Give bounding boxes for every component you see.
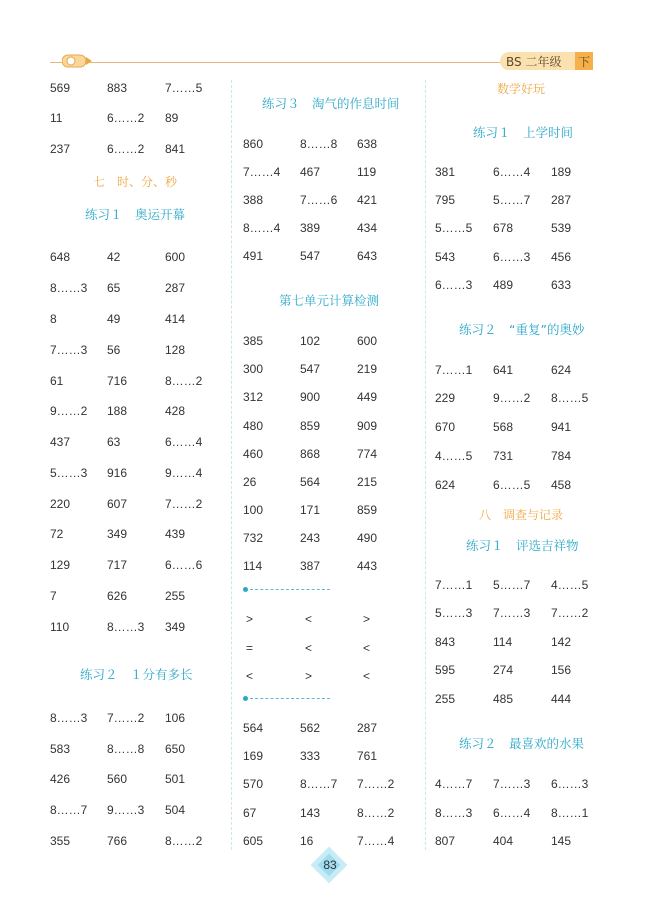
cell: 119 bbox=[357, 165, 377, 179]
cell: 426 bbox=[50, 772, 71, 786]
cell: < bbox=[305, 612, 313, 626]
cell: 7……1 bbox=[435, 363, 473, 377]
cell: 9……4 bbox=[165, 466, 203, 480]
cell: 562 bbox=[300, 721, 321, 735]
separator-line bbox=[250, 698, 330, 699]
cell: 8……7 bbox=[300, 777, 338, 791]
cell: > bbox=[305, 669, 313, 683]
cell: 9……2 bbox=[50, 404, 88, 418]
cell: 145 bbox=[551, 834, 572, 848]
cell: 643 bbox=[357, 249, 378, 263]
cell: 607 bbox=[107, 497, 128, 511]
cell: 156 bbox=[551, 663, 572, 677]
cell: 274 bbox=[493, 663, 514, 677]
cell: 404 bbox=[493, 834, 514, 848]
cell: 8……4 bbox=[243, 221, 281, 235]
cell: 7……1 bbox=[435, 578, 473, 592]
cell: 8 bbox=[50, 312, 57, 326]
cell: 460 bbox=[243, 447, 264, 461]
cell: 114 bbox=[243, 559, 263, 573]
cell: 287 bbox=[357, 721, 378, 735]
cell: 255 bbox=[165, 589, 186, 603]
cell: 114 bbox=[493, 635, 513, 649]
unit-seven-title: 七 时、分、秒 bbox=[93, 175, 178, 189]
col3-ex1-title: 练习１ 上学时间 bbox=[473, 125, 574, 140]
cell: 8……7 bbox=[50, 803, 88, 817]
separator-dot bbox=[243, 587, 248, 592]
cell: 8……2 bbox=[357, 806, 395, 820]
cell: 717 bbox=[107, 558, 128, 572]
grade-suffix: 下 bbox=[578, 55, 591, 69]
cell: 8……2 bbox=[165, 374, 203, 388]
cell: 501 bbox=[165, 772, 186, 786]
cell: 65 bbox=[107, 281, 121, 295]
cell: 916 bbox=[107, 466, 128, 480]
cell: 624 bbox=[435, 478, 456, 492]
cell: 5……3 bbox=[50, 466, 88, 480]
cell: 491 bbox=[243, 249, 264, 263]
cell: 381 bbox=[435, 165, 456, 179]
cell: 437 bbox=[50, 435, 71, 449]
cell: = bbox=[246, 641, 254, 655]
cell: 7……3 bbox=[50, 343, 88, 357]
cell: 8……8 bbox=[300, 137, 338, 151]
cell: 300 bbox=[243, 362, 264, 376]
cell: 4……5 bbox=[551, 578, 589, 592]
cell: 389 bbox=[300, 221, 321, 235]
cell: 7……6 bbox=[300, 193, 338, 207]
cell: 355 bbox=[50, 834, 71, 848]
cell: 8……1 bbox=[551, 806, 589, 820]
cell: 4……7 bbox=[435, 777, 473, 791]
cell: 220 bbox=[50, 497, 71, 511]
col2-ex3-title: 练习３ 淘气的作息时间 bbox=[262, 96, 400, 111]
cell: 6……3 bbox=[435, 278, 473, 292]
cell: 626 bbox=[107, 589, 128, 603]
cell: 434 bbox=[357, 221, 378, 235]
cell: 63 bbox=[107, 435, 121, 449]
cell: 243 bbox=[300, 531, 321, 545]
cell: 171 bbox=[300, 503, 321, 517]
cell: 564 bbox=[300, 475, 321, 489]
cell: 841 bbox=[165, 142, 186, 156]
cell: 784 bbox=[551, 449, 572, 463]
cell: 638 bbox=[357, 137, 378, 151]
cell: 6……4 bbox=[165, 435, 203, 449]
cell: 312 bbox=[243, 390, 264, 404]
cell: 421 bbox=[357, 193, 378, 207]
cell: 909 bbox=[357, 419, 378, 433]
cell: 443 bbox=[357, 559, 378, 573]
cell: 42 bbox=[107, 250, 121, 264]
cell: 883 bbox=[107, 81, 128, 95]
cell: 215 bbox=[357, 475, 378, 489]
cell: 388 bbox=[243, 193, 264, 207]
cell: 255 bbox=[435, 692, 456, 706]
cell: 7……2 bbox=[107, 711, 145, 725]
cell: 859 bbox=[357, 503, 378, 517]
cell: 624 bbox=[551, 363, 572, 377]
cell: 941 bbox=[551, 420, 572, 434]
cell: 467 bbox=[300, 165, 321, 179]
cell: 428 bbox=[165, 404, 186, 418]
cell: 414 bbox=[165, 312, 186, 326]
cell: 9……2 bbox=[493, 391, 531, 405]
cell: 6……4 bbox=[493, 806, 531, 820]
cell: > bbox=[363, 612, 371, 626]
cell: 595 bbox=[435, 663, 456, 677]
cell: 489 bbox=[493, 278, 514, 292]
cell: 11 bbox=[50, 111, 63, 125]
cell: 650 bbox=[165, 742, 186, 756]
cell: 543 bbox=[435, 250, 456, 264]
cell: 583 bbox=[50, 742, 71, 756]
cell: 287 bbox=[551, 193, 572, 207]
cell: 188 bbox=[107, 404, 128, 418]
cell: 16 bbox=[300, 834, 314, 848]
cell: 8……3 bbox=[50, 711, 88, 725]
grade-badge-text: BS 二年级 bbox=[506, 55, 562, 69]
column-divider-2 bbox=[425, 80, 426, 850]
cell: 716 bbox=[107, 374, 128, 388]
cell: 6……2 bbox=[107, 142, 145, 156]
cell: 490 bbox=[357, 531, 378, 545]
cell: 7……2 bbox=[357, 777, 395, 791]
cell: 6……4 bbox=[493, 165, 531, 179]
cell: 600 bbox=[165, 250, 186, 264]
cell: 761 bbox=[357, 749, 378, 763]
cell: 5……7 bbox=[493, 193, 531, 207]
cell: 774 bbox=[357, 447, 378, 461]
cell: 7……3 bbox=[493, 777, 531, 791]
cell: 106 bbox=[165, 711, 186, 725]
cell: 67 bbox=[243, 806, 257, 820]
cell: 900 bbox=[300, 390, 321, 404]
cell: 5……7 bbox=[493, 578, 531, 592]
col3-ex4-title: 练习２ 最喜欢的水果 bbox=[459, 736, 585, 751]
cell: < bbox=[305, 641, 313, 655]
cell: 7……4 bbox=[357, 834, 395, 848]
cell: 89 bbox=[165, 111, 179, 125]
cell: 6……2 bbox=[107, 111, 145, 125]
cell: 26 bbox=[243, 475, 257, 489]
cell: 287 bbox=[165, 281, 186, 295]
cell: 648 bbox=[50, 250, 71, 264]
cell: 7……3 bbox=[493, 606, 531, 620]
cell: 169 bbox=[243, 749, 264, 763]
cell: 8……3 bbox=[435, 806, 473, 820]
cell: 860 bbox=[243, 137, 264, 151]
cell: 128 bbox=[165, 343, 186, 357]
cell: 444 bbox=[551, 692, 572, 706]
cell: 641 bbox=[493, 363, 514, 377]
cell: 504 bbox=[165, 803, 186, 817]
cell: 143 bbox=[300, 806, 321, 820]
cell: 385 bbox=[243, 334, 264, 348]
cell: 333 bbox=[300, 749, 321, 763]
col1-ex2-title: 练习２ １分有多长 bbox=[80, 667, 193, 682]
cell: 633 bbox=[551, 278, 572, 292]
cell: > bbox=[246, 612, 254, 626]
cell: 6……3 bbox=[551, 777, 589, 791]
cell: 100 bbox=[243, 503, 264, 517]
cell: 7……5 bbox=[165, 81, 203, 95]
cell: 868 bbox=[300, 447, 321, 461]
cell: 458 bbox=[551, 478, 572, 492]
cell: 229 bbox=[435, 391, 456, 405]
cell: 189 bbox=[551, 165, 572, 179]
cell: 605 bbox=[243, 834, 264, 848]
cell: 49 bbox=[107, 312, 121, 326]
cell: < bbox=[363, 641, 371, 655]
cell: 570 bbox=[243, 777, 264, 791]
cell: 7……4 bbox=[243, 165, 281, 179]
cell: 456 bbox=[551, 250, 572, 264]
cell: 731 bbox=[493, 449, 514, 463]
cell: 8……3 bbox=[107, 620, 145, 634]
math-fun-title: 数学好玩 bbox=[497, 82, 546, 96]
cell: 600 bbox=[357, 334, 378, 348]
cell: 6……5 bbox=[493, 478, 531, 492]
cell: 7……2 bbox=[551, 606, 589, 620]
column-divider-1 bbox=[231, 80, 232, 850]
cell: 859 bbox=[300, 419, 321, 433]
cell: < bbox=[363, 669, 371, 683]
cell: 219 bbox=[357, 362, 378, 376]
col3-ex2-title: 练习２ “重复”的奥妙 bbox=[459, 322, 585, 337]
col1-ex1-title: 练习１ 奥运开幕 bbox=[85, 207, 186, 222]
cell: 439 bbox=[165, 527, 186, 541]
unit-eight-title: 八 调查与记录 bbox=[479, 508, 564, 522]
cell: 110 bbox=[50, 620, 70, 634]
cell: 547 bbox=[300, 362, 321, 376]
cell: 6……6 bbox=[165, 558, 203, 572]
col3-ex3-title: 练习１ 评选吉祥物 bbox=[466, 538, 579, 553]
cell: 449 bbox=[357, 390, 378, 404]
cell: 8……5 bbox=[551, 391, 589, 405]
cell: 349 bbox=[165, 620, 186, 634]
cell: 795 bbox=[435, 193, 456, 207]
pencil-icon bbox=[62, 52, 92, 75]
cell: 6……3 bbox=[493, 250, 531, 264]
cell: 485 bbox=[493, 692, 514, 706]
cell: 8……2 bbox=[165, 834, 203, 848]
cell: 142 bbox=[551, 635, 572, 649]
cell: 7……2 bbox=[165, 497, 203, 511]
cell: 349 bbox=[107, 527, 128, 541]
cell: 670 bbox=[435, 420, 456, 434]
cell: 9……3 bbox=[107, 803, 145, 817]
cell: 237 bbox=[50, 142, 71, 156]
cell: 4……5 bbox=[435, 449, 473, 463]
cell: 61 bbox=[50, 374, 64, 388]
cell: 569 bbox=[50, 81, 71, 95]
cell: 539 bbox=[551, 221, 572, 235]
cell: 8……8 bbox=[107, 742, 145, 756]
cell: 129 bbox=[50, 558, 71, 572]
cell: 5……5 bbox=[435, 221, 473, 235]
separator-dot bbox=[243, 696, 248, 701]
cell: 766 bbox=[107, 834, 128, 848]
cell: 480 bbox=[243, 419, 264, 433]
cell: 5……3 bbox=[435, 606, 473, 620]
cell: 732 bbox=[243, 531, 264, 545]
cell: 72 bbox=[50, 527, 64, 541]
cell: < bbox=[246, 669, 254, 683]
cell: 678 bbox=[493, 221, 514, 235]
cell: 8……3 bbox=[50, 281, 88, 295]
col2-test-title: 第七单元计算检测 bbox=[279, 293, 380, 308]
page-number: 83 bbox=[323, 858, 337, 872]
cell: 102 bbox=[300, 334, 321, 348]
cell: 56 bbox=[107, 343, 121, 357]
cell: 568 bbox=[493, 420, 514, 434]
cell: 564 bbox=[243, 721, 264, 735]
cell: 807 bbox=[435, 834, 456, 848]
cell: 387 bbox=[300, 559, 321, 573]
cell: 7 bbox=[50, 589, 57, 603]
cell: 560 bbox=[107, 772, 128, 786]
separator-line bbox=[250, 589, 330, 590]
cell: 843 bbox=[435, 635, 456, 649]
cell: 547 bbox=[300, 249, 321, 263]
